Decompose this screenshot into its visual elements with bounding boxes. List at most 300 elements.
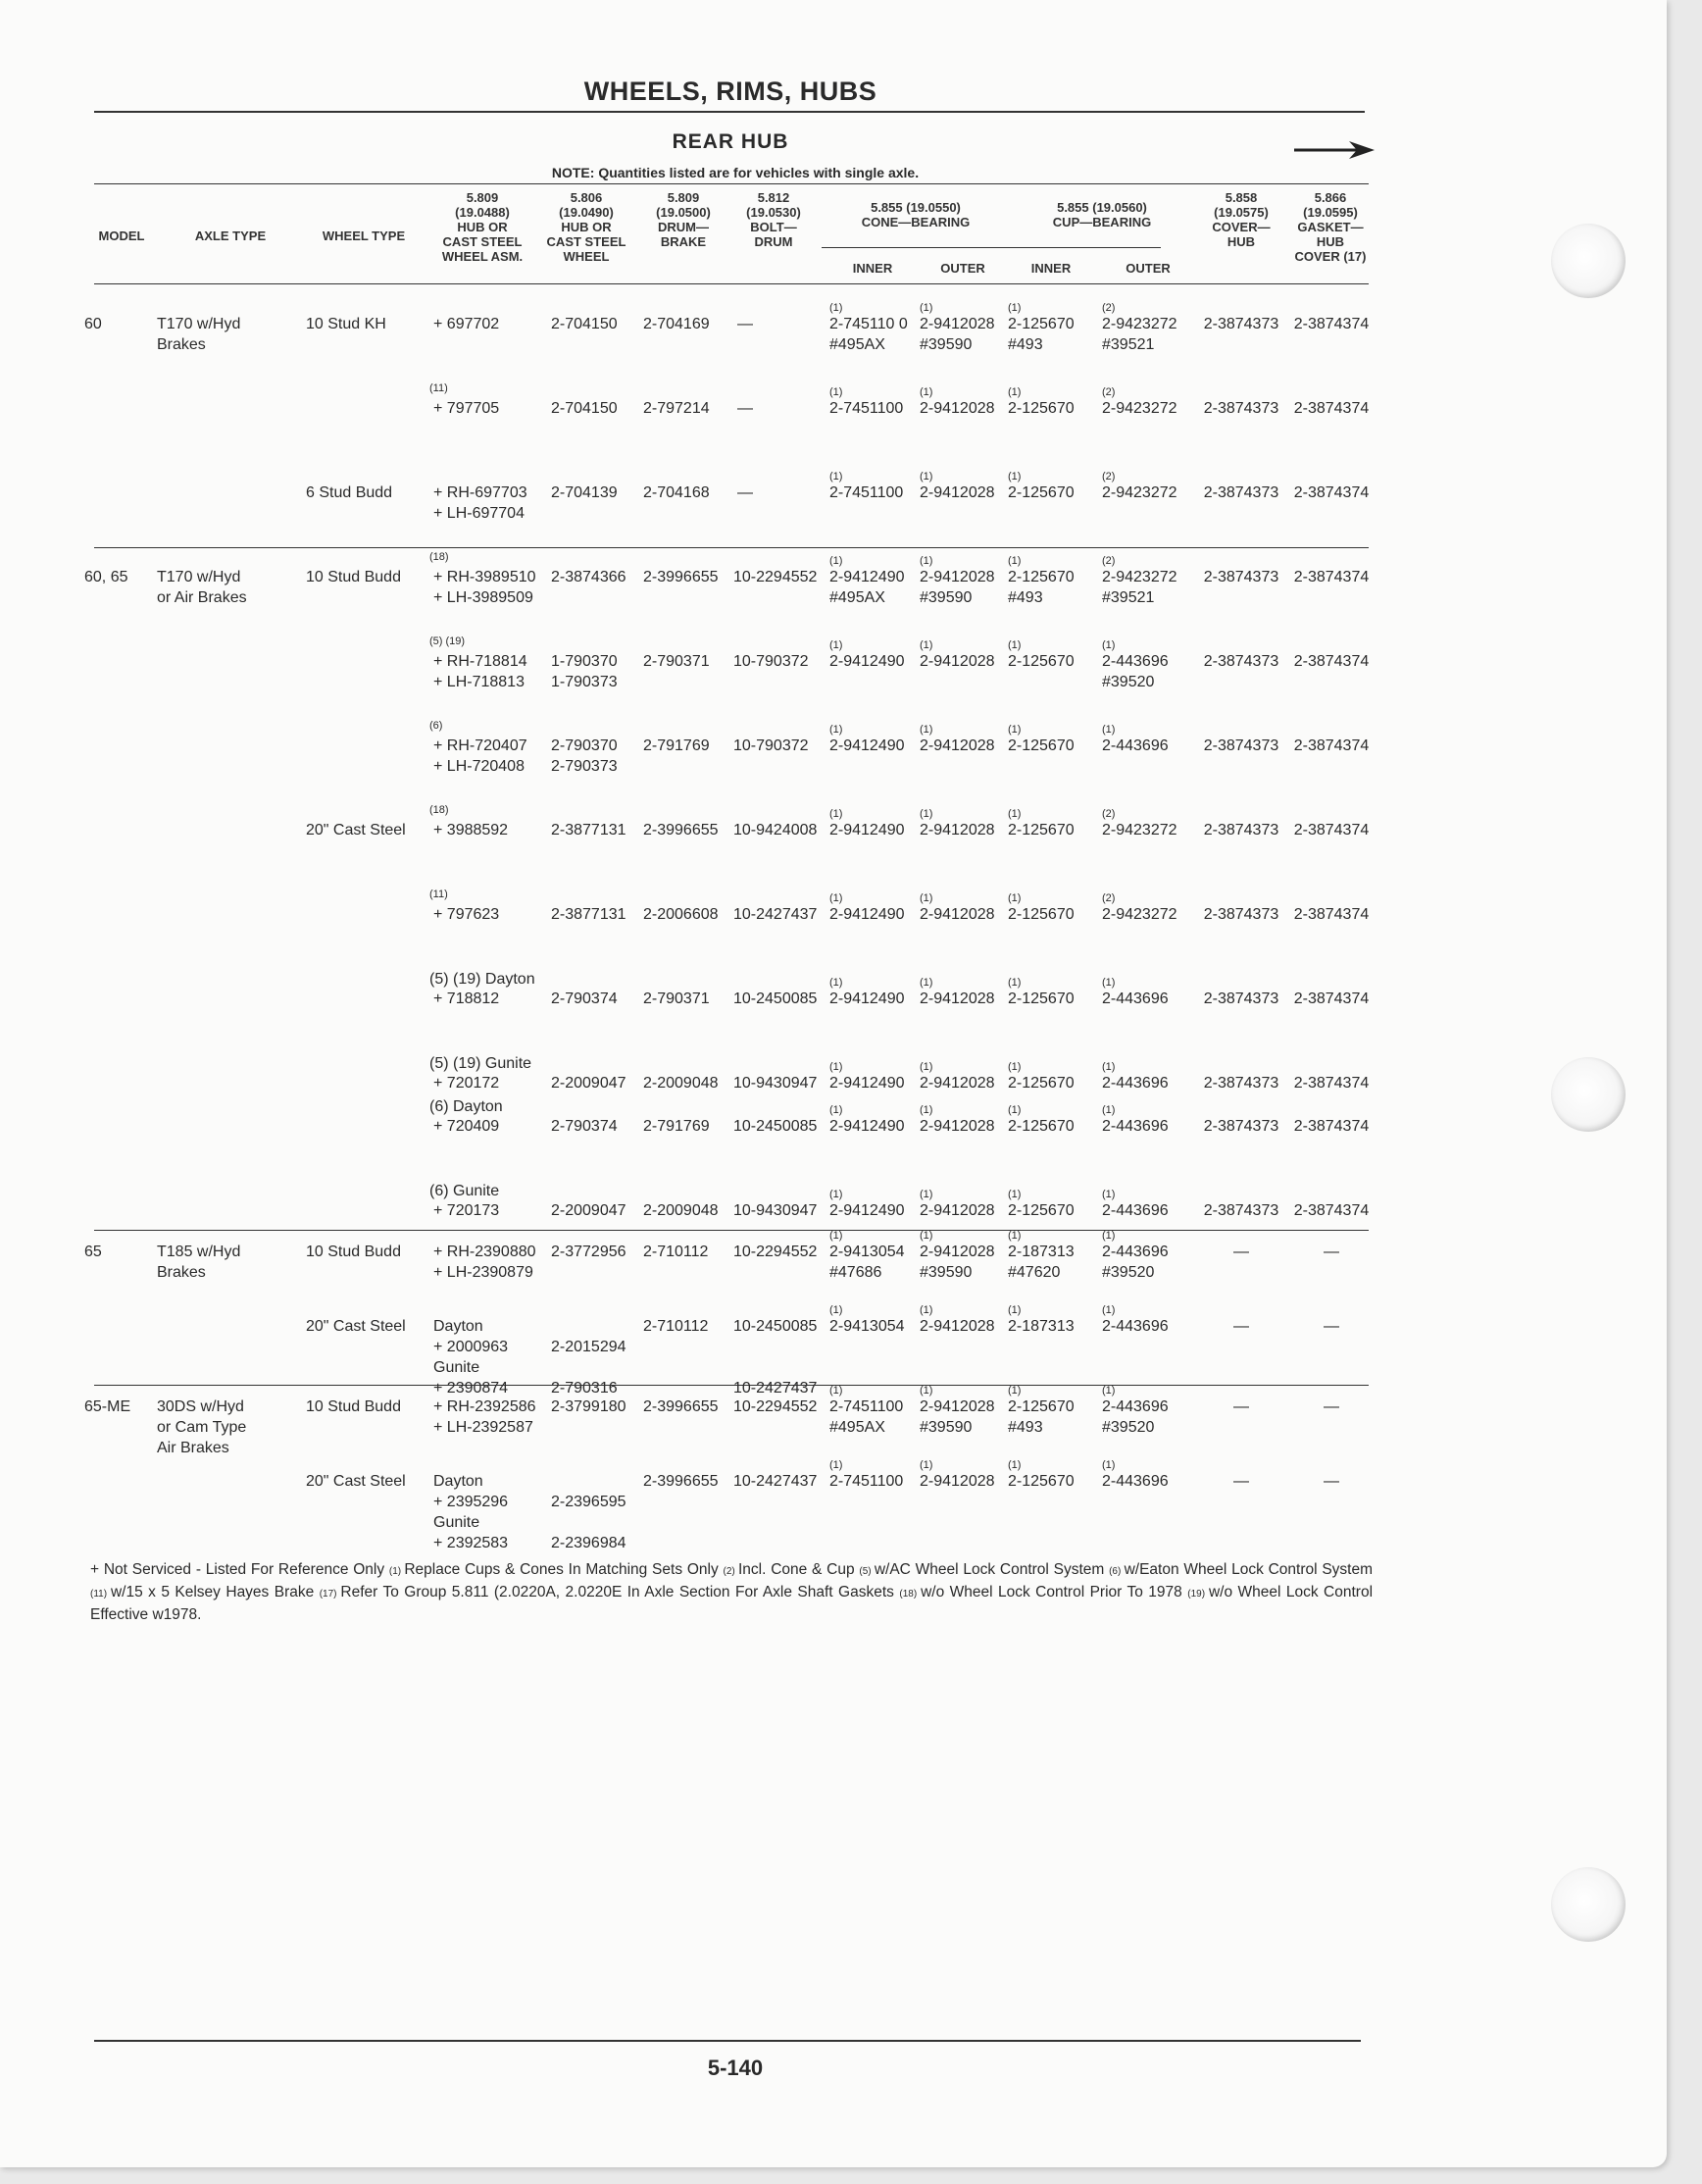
drum-part-cell: 2-3996655 [643, 822, 719, 838]
hub-part-cell: + 720173 [433, 1202, 500, 1219]
bearing-part-cell: 2-9413054 [829, 1244, 905, 1260]
bearing-part-cell: 2-9412490 [829, 906, 905, 923]
bearing-part-cell: 2-9412028 [920, 990, 995, 1007]
title-rule [94, 111, 1365, 113]
binder-hole-top [1551, 224, 1626, 298]
hub-wheel-part-cell: 2-790316 [551, 1380, 618, 1397]
bearing-part-cell: 2-443696 [1102, 1202, 1169, 1219]
axle-type-cell: Brakes [157, 336, 206, 353]
bearing-footnote-ref: (1) [829, 386, 843, 398]
hub-part-cell: Dayton [433, 1473, 483, 1490]
bearing-part-cell: 2-9412028 [920, 1318, 995, 1335]
hub-part-cell: + RH-718814 [433, 653, 527, 670]
hub-part-cell: Gunite [433, 1514, 480, 1531]
bearing-footnote-ref: (1) [1008, 386, 1022, 398]
header-bolt: 5.812 (19.0530) BOLT— DRUM [746, 190, 801, 249]
hub-wheel-part-cell: 1-790373 [551, 674, 618, 690]
header-cone-inner: INNER [852, 261, 893, 276]
drum-part-cell: 2-704169 [643, 316, 710, 332]
hub-part-cell: + LH-697704 [433, 505, 525, 522]
axle-type-cell: Air Brakes [157, 1440, 229, 1456]
model-cell: 65 [84, 1244, 102, 1260]
wheel-type-cell: 10 Stud Budd [306, 1244, 401, 1260]
cover-part-cell: 2-3874373 [1203, 1202, 1279, 1219]
bearing-part-cell: 2-745110 0 [829, 316, 908, 332]
hub-part-cell: + RH-697703 [433, 484, 527, 501]
hub-wheel-part-cell: 2-790373 [551, 758, 618, 775]
hub-wheel-part-cell: 2-3877131 [551, 906, 626, 923]
bearing-footnote-ref: (2) [1102, 302, 1116, 314]
bearing-footnote-ref: (1) [1008, 1189, 1022, 1200]
bearing-part-cell: 2-9412490 [829, 1075, 905, 1092]
hub-footnote-ref: (11) [429, 889, 448, 900]
bearing-part-cell: 2-125670 [1008, 1398, 1075, 1415]
continued-arrow-icon [1294, 139, 1375, 161]
bearing-footnote-ref: (1) [1008, 1459, 1022, 1471]
hub-footnote-ref: (6) Gunite [429, 1183, 500, 1199]
hub-part-cell: + 718812 [433, 990, 500, 1007]
header-model: MODEL [98, 229, 145, 243]
bearing-footnote-ref: (1) [920, 1104, 933, 1116]
hub-part-cell: + LH-3989509 [433, 589, 533, 606]
gasket-part-cell: 2-3874374 [1293, 906, 1370, 923]
drum-part-cell: 2-790371 [643, 990, 710, 1007]
bearing-part-cell: 2-125670 [1008, 990, 1075, 1007]
bearing-part-cell: 2-9412490 [829, 990, 905, 1007]
bearing-part-cell: #493 [1008, 336, 1043, 353]
bearing-footnote-ref: (2) [1102, 386, 1116, 398]
bearing-footnote-ref: (1) [829, 555, 843, 567]
wheel-type-cell: 6 Stud Budd [306, 484, 393, 501]
header-hub-wheel: 5.806 (19.0490) HUB OR CAST STEEL WHEEL [546, 190, 626, 264]
cover-part-cell: — [1233, 1244, 1249, 1260]
wheel-type-cell: 10 Stud Budd [306, 569, 401, 585]
hub-footnote-ref: (5) (19) Dayton [429, 971, 535, 988]
bearing-part-cell: #39590 [920, 336, 973, 353]
bearing-footnote-ref: (1) [829, 1385, 843, 1397]
bearing-part-cell: 2-9423272 [1102, 569, 1177, 585]
axle-type-cell: Brakes [157, 1264, 206, 1281]
cover-part-cell: 2-3874373 [1203, 400, 1279, 417]
bearing-footnote-ref: (1) [920, 471, 933, 483]
bearing-part-cell: 2-9412028 [920, 1075, 995, 1092]
bearing-footnote-ref: (1) [1008, 1061, 1022, 1073]
cover-part-cell: — [1233, 1473, 1249, 1490]
hub-part-cell: + 2392583 [433, 1535, 509, 1551]
hub-wheel-part-cell: 2-3877131 [551, 822, 626, 838]
bolt-part-cell: 10-2427437 [733, 906, 818, 923]
footnote: (2) Incl. Cone & Cup [723, 1561, 855, 1578]
group-divider [94, 1230, 1369, 1231]
bolt-part-cell: 10-2450085 [733, 990, 818, 1007]
gasket-part-cell: 2-3874374 [1293, 1118, 1370, 1135]
header-axle-type: AXLE TYPE [194, 229, 267, 243]
hub-part-cell: + LH-2390879 [433, 1264, 533, 1281]
hub-wheel-part-cell: 2-790374 [551, 1118, 618, 1135]
hub-part-cell: + 797705 [433, 400, 500, 417]
header-cup-bearing: 5.855 (19.0560) CUP—BEARING [1052, 200, 1152, 229]
bearing-footnote-ref: (2) [1102, 808, 1116, 820]
bearing-footnote-ref: (1) [920, 1189, 933, 1200]
bearing-part-cell: 2-443696 [1102, 1118, 1169, 1135]
bearing-part-cell: 2-125670 [1008, 316, 1075, 332]
bearing-footnote-ref: (1) [1008, 1304, 1022, 1316]
bolt-part-cell: — [737, 400, 753, 417]
header-cone-bearing: 5.855 (19.0550) CONE—BEARING [861, 200, 971, 229]
bearing-part-cell: 2-9412028 [920, 316, 995, 332]
gasket-part-cell: — [1324, 1244, 1339, 1260]
bearing-part-cell: #493 [1008, 1419, 1043, 1436]
bearing-part-cell: 2-9412028 [920, 653, 995, 670]
bearing-footnote-ref: (1) [1008, 1104, 1022, 1116]
bearing-part-cell: #495AX [829, 1419, 885, 1436]
bearing-footnote-ref: (1) [829, 302, 843, 314]
hub-part-cell: + 720409 [433, 1118, 500, 1135]
footnote: (17) Refer To Group 5.811 (2.0220A, 2.0220E In Axle Section For Axle Shaft Gaskets [319, 1584, 894, 1600]
wheel-type-cell: 20" Cast Steel [306, 1318, 406, 1335]
bearing-footnote-ref: (1) [920, 1459, 933, 1471]
bearing-footnote-ref: (1) [920, 808, 933, 820]
axle-type-cell: T170 w/Hyd [157, 569, 241, 585]
bearing-part-cell: #495AX [829, 589, 885, 606]
bearing-part-cell: 2-443696 [1102, 1473, 1169, 1490]
hub-part-cell: Gunite [433, 1359, 480, 1376]
hub-part-cell: + RH-720407 [433, 737, 527, 754]
bearing-part-cell: 2-7451100 [829, 400, 904, 417]
gasket-part-cell: 2-3874374 [1293, 400, 1370, 417]
bearing-part-cell: 2-9412028 [920, 484, 995, 501]
cover-part-cell: 2-3874373 [1203, 569, 1279, 585]
hub-footnote-ref: (6) Dayton [429, 1098, 503, 1115]
bearing-part-cell: #39520 [1102, 1264, 1155, 1281]
bearing-part-cell: 2-9423272 [1102, 822, 1177, 838]
model-cell: 60 [84, 316, 102, 332]
hub-footnote-ref: (18) [429, 551, 449, 563]
bearing-footnote-ref: (1) [1102, 1104, 1116, 1116]
header-cup-outer: OUTER [1126, 261, 1171, 276]
wheel-type-cell: 20" Cast Steel [306, 1473, 406, 1490]
bearing-footnote-ref: (1) [1008, 977, 1022, 989]
hub-wheel-part-cell: 2-2396595 [551, 1494, 626, 1510]
bearing-part-cell: #495AX [829, 336, 885, 353]
bolt-part-cell: 10-9430947 [733, 1202, 818, 1219]
hub-footnote-ref: (5) (19) [429, 635, 466, 647]
bearing-part-cell: #39590 [920, 1419, 973, 1436]
cover-part-cell: 2-3874373 [1203, 1118, 1279, 1135]
hub-wheel-part-cell: 2-2396984 [551, 1535, 626, 1551]
drum-part-cell: 2-3996655 [643, 569, 719, 585]
gasket-part-cell: 2-3874374 [1293, 569, 1370, 585]
hub-part-cell: + 3988592 [433, 822, 509, 838]
bearing-footnote-ref: (1) [920, 1304, 933, 1316]
bearing-part-cell: 2-9412490 [829, 1118, 905, 1135]
bearing-part-cell: 2-9423272 [1102, 484, 1177, 501]
bearing-part-cell: 2-9412028 [920, 569, 995, 585]
hub-part-cell: + 797623 [433, 906, 500, 923]
bearing-footnote-ref: (1) [1102, 1189, 1116, 1200]
bearing-part-cell: 2-125670 [1008, 822, 1075, 838]
bearing-footnote-ref: (1) [1102, 1230, 1116, 1242]
hub-part-cell: + 2395296 [433, 1494, 509, 1510]
bearing-part-cell: 2-125670 [1008, 737, 1075, 754]
hub-footnote-ref: (5) (19) Gunite [429, 1055, 532, 1072]
group-divider [94, 547, 1369, 548]
bearing-footnote-ref: (1) [920, 555, 933, 567]
gasket-part-cell: 2-3874374 [1293, 653, 1370, 670]
bearing-footnote-ref: (1) [1008, 892, 1022, 904]
bearing-part-cell: 2-125670 [1008, 400, 1075, 417]
footnotes [90, 1559, 1373, 1625]
bearing-part-cell: #493 [1008, 589, 1043, 606]
bearing-part-cell: 2-443696 [1102, 990, 1169, 1007]
bearing-footnote-ref: (1) [920, 724, 933, 736]
bolt-part-cell: 10-9430947 [733, 1075, 818, 1092]
bearing-part-cell: 2-9412028 [920, 822, 995, 838]
header-cone-outer: OUTER [940, 261, 985, 276]
bearing-footnote-ref: (1) [1102, 977, 1116, 989]
bearing-footnote-ref: (1) [920, 386, 933, 398]
group-divider [94, 1385, 1369, 1386]
hub-wheel-part-cell: 2-3799180 [551, 1398, 626, 1415]
hub-wheel-part-cell: 2-790374 [551, 990, 618, 1007]
bearing-part-cell: #39590 [920, 1264, 973, 1281]
bearing-footnote-ref: (1) [920, 892, 933, 904]
quantity-note: NOTE: Quantities listed are for vehicles with single axle. [551, 165, 920, 180]
bearing-footnote-ref: (1) [1102, 639, 1116, 651]
drum-part-cell: 2-710112 [643, 1318, 709, 1335]
axle-type-cell: or Air Brakes [157, 589, 247, 606]
bearing-part-cell: 2-9412490 [829, 737, 905, 754]
footnote: (1) Replace Cups & Cones In Matching Sets Only [388, 1561, 719, 1578]
bolt-part-cell: 10-2450085 [733, 1118, 818, 1135]
bearing-part-cell: #47620 [1008, 1264, 1061, 1281]
model-cell: 65-ME [84, 1398, 131, 1415]
bearing-footnote-ref: (1) [920, 302, 933, 314]
footer-rule [94, 2040, 1361, 2042]
bearing-part-cell: 2-125670 [1008, 906, 1075, 923]
drum-part-cell: 2-3996655 [643, 1473, 719, 1490]
bearing-footnote-ref: (1) [829, 1061, 843, 1073]
bearing-footnote-ref: (1) [1102, 1385, 1116, 1397]
bearing-footnote-ref: (1) [829, 639, 843, 651]
drum-part-cell: 2-704168 [643, 484, 710, 501]
hub-part-cell: Dayton [433, 1318, 483, 1335]
bearing-part-cell: 2-9412490 [829, 569, 905, 585]
drum-part-cell: 2-3996655 [643, 1398, 719, 1415]
cover-part-cell: 2-3874373 [1203, 1075, 1279, 1092]
bearing-part-cell: 2-9412490 [829, 1202, 905, 1219]
bearing-part-cell: #39521 [1102, 336, 1155, 353]
bearing-part-cell: 2-443696 [1102, 1075, 1169, 1092]
hub-wheel-part-cell: 2-2009047 [551, 1075, 626, 1092]
drum-part-cell: 2-2009048 [643, 1075, 719, 1092]
hub-part-cell: + 2390874 [433, 1380, 509, 1397]
bearing-part-cell: 2-125670 [1008, 653, 1075, 670]
wheel-type-cell: 10 Stud Budd [306, 1398, 401, 1415]
header-hub-asm: 5.809 (19.0488) HUB OR CAST STEEL WHEEL ASM. [441, 190, 524, 264]
hub-part-cell: + 720172 [433, 1075, 500, 1092]
bearing-footnote-ref: (1) [1008, 808, 1022, 820]
cover-part-cell: 2-3874373 [1203, 316, 1279, 332]
gasket-part-cell: 2-3874374 [1293, 1075, 1370, 1092]
bolt-part-cell: — [737, 316, 753, 332]
gasket-part-cell: — [1324, 1398, 1339, 1415]
bearing-part-cell: 2-443696 [1102, 1398, 1169, 1415]
bolt-part-cell: 10-2294552 [733, 1244, 818, 1260]
cover-part-cell: 2-3874373 [1203, 906, 1279, 923]
bearing-part-cell: #39590 [920, 589, 973, 606]
section-title: REAR HUB [672, 130, 789, 153]
hub-part-cell: + RH-2392586 [433, 1398, 536, 1415]
bearing-part-cell: 2-125670 [1008, 1473, 1075, 1490]
bearing-part-cell: #47686 [829, 1264, 882, 1281]
bearing-footnote-ref: (1) [920, 1061, 933, 1073]
bearing-part-cell: 2-125670 [1008, 1118, 1075, 1135]
gasket-part-cell: 2-3874374 [1293, 737, 1370, 754]
bearing-part-cell: 2-443696 [1102, 1244, 1169, 1260]
bearing-part-cell: 2-9412028 [920, 737, 995, 754]
bolt-part-cell: 10-790372 [733, 737, 809, 754]
bearing-footnote-ref: (1) [1102, 1304, 1116, 1316]
bolt-part-cell: 10-2427437 [733, 1473, 818, 1490]
bearing-footnote-ref: (1) [829, 1189, 843, 1200]
hub-wheel-part-cell: 1-790370 [551, 653, 618, 670]
header-top-rule [94, 183, 1369, 184]
bearing-footnote-ref: (1) [1102, 724, 1116, 736]
bearing-part-cell: #39521 [1102, 589, 1155, 606]
bearing-part-cell: 2-9412490 [829, 822, 905, 838]
bearing-footnote-ref: (2) [1102, 555, 1116, 567]
bolt-part-cell: 10-9424008 [733, 822, 818, 838]
bearing-footnote-ref: (1) [1102, 1459, 1116, 1471]
header-cup-inner: INNER [1030, 261, 1072, 276]
bearing-part-cell: 2-9412028 [920, 1398, 995, 1415]
bearing-footnote-ref: (1) [1008, 639, 1022, 651]
gasket-part-cell: — [1324, 1318, 1339, 1335]
hub-wheel-part-cell: 2-3772956 [551, 1244, 626, 1260]
bolt-part-cell: 10-2294552 [733, 569, 818, 585]
hub-footnote-ref: (6) [429, 720, 443, 732]
binder-hole-middle [1551, 1057, 1626, 1132]
cover-part-cell: 2-3874373 [1203, 990, 1279, 1007]
bearing-footnote-ref: (1) [1008, 555, 1022, 567]
bearing-part-cell: #39520 [1102, 1419, 1155, 1436]
axle-type-cell: T185 w/Hyd [157, 1244, 241, 1260]
header-drum: 5.809 (19.0500) DRUM— BRAKE [656, 190, 711, 249]
drum-part-cell: 2-2006608 [643, 906, 719, 923]
gasket-part-cell: 2-3874374 [1293, 822, 1370, 838]
footnote: (6) w/Eaton Wheel Lock Control System [1109, 1561, 1374, 1578]
hub-part-cell: + 697702 [433, 316, 500, 332]
hub-part-cell: + 2000963 [433, 1339, 509, 1355]
bearing-part-cell: 2-9423272 [1102, 400, 1177, 417]
bolt-part-cell: 10-2427437 [733, 1380, 818, 1397]
footnote: (19) w/o Wheel Lock Control Effective w1978. [90, 1584, 1374, 1623]
drum-part-cell: 2-791769 [643, 1118, 710, 1135]
bearing-part-cell: 2-9423272 [1102, 316, 1177, 332]
bolt-part-cell: 10-790372 [733, 653, 809, 670]
bearing-footnote-ref: (1) [920, 1230, 933, 1242]
bearing-footnote-ref: (2) [1102, 892, 1116, 904]
bearing-part-cell: 2-7451100 [829, 1398, 904, 1415]
bearing-footnote-ref: (1) [1008, 1230, 1022, 1242]
gasket-part-cell: 2-3874374 [1293, 990, 1370, 1007]
bearing-footnote-ref: (2) [1102, 471, 1116, 483]
bearing-part-cell: 2-187313 [1008, 1318, 1075, 1335]
bolt-part-cell: 10-2294552 [733, 1398, 818, 1415]
hub-wheel-part-cell: 2-790370 [551, 737, 618, 754]
bearing-footnote-ref: (1) [829, 1304, 843, 1316]
gasket-part-cell: 2-3874374 [1293, 484, 1370, 501]
bearing-part-cell: 2-125670 [1008, 1075, 1075, 1092]
bearing-part-cell: 2-125670 [1008, 569, 1075, 585]
bearing-footnote-ref: (1) [829, 471, 843, 483]
bearing-part-cell: 2-9412028 [920, 906, 995, 923]
bearing-part-cell: 2-9423272 [1102, 906, 1177, 923]
cover-part-cell: 2-3874373 [1203, 653, 1279, 670]
bearing-footnote-ref: (1) [829, 1459, 843, 1471]
hub-wheel-part-cell: 2-704150 [551, 400, 618, 417]
wheel-type-cell: 10 Stud KH [306, 316, 386, 332]
cover-part-cell: 2-3874373 [1203, 822, 1279, 838]
bolt-part-cell: — [737, 484, 753, 501]
bearing-footnote-ref: (1) [1008, 471, 1022, 483]
page-title: WHEELS, RIMS, HUBS [583, 76, 877, 106]
hub-wheel-part-cell: 2-704139 [551, 484, 618, 501]
bearing-footnote-ref: (1) [1008, 302, 1022, 314]
page-number: 5-140 [707, 2056, 764, 2080]
hub-wheel-part-cell: 2-2015294 [551, 1339, 626, 1355]
cover-part-cell: — [1233, 1398, 1249, 1415]
drum-part-cell: 2-797214 [643, 400, 710, 417]
bearing-footnote-ref: (1) [920, 1385, 933, 1397]
bearing-footnote-ref: (1) [920, 977, 933, 989]
bearing-part-cell: 2-7451100 [829, 1473, 904, 1490]
cover-part-cell: — [1233, 1318, 1249, 1335]
bearing-part-cell: 2-9413054 [829, 1318, 905, 1335]
footnote: (18) w/o Wheel Lock Control Prior To 1978 [899, 1584, 1182, 1600]
hub-wheel-part-cell: 2-3874366 [551, 569, 626, 585]
hub-wheel-part-cell: 2-2009047 [551, 1202, 626, 1219]
bearing-part-cell: 2-125670 [1008, 484, 1075, 501]
header-gasket: 5.866 (19.0595) GASKET— HUB COVER (17) [1294, 190, 1367, 264]
bearing-part-cell: 2-9412028 [920, 1244, 995, 1260]
axle-type-cell: T170 w/Hyd [157, 316, 241, 332]
header-bottom-rule [94, 283, 1369, 284]
header-wheel-type: WHEEL TYPE [322, 229, 406, 243]
bearing-part-cell: 2-9412028 [920, 1202, 995, 1219]
hub-part-cell: + LH-718813 [433, 674, 525, 690]
bearing-part-cell: 2-443696 [1102, 737, 1169, 754]
bearing-part-cell: 2-9412490 [829, 653, 905, 670]
drum-part-cell: 2-710112 [643, 1244, 709, 1260]
hub-part-cell: + RH-2390880 [433, 1244, 536, 1260]
binder-hole-bottom [1551, 1867, 1626, 1942]
drum-part-cell: 2-790371 [643, 653, 710, 670]
bearing-part-cell: 2-443696 [1102, 653, 1169, 670]
gasket-part-cell: 2-3874374 [1293, 316, 1370, 332]
bearing-part-cell: 2-7451100 [829, 484, 904, 501]
bearing-part-cell: 2-9412028 [920, 400, 995, 417]
hub-footnote-ref: (11) [429, 382, 448, 394]
bearing-footnote-ref: (1) [829, 808, 843, 820]
hub-part-cell: + LH-2392587 [433, 1419, 533, 1436]
cover-part-cell: 2-3874373 [1203, 484, 1279, 501]
hub-part-cell: + RH-3989510 [433, 569, 536, 585]
bearing-part-cell: #39520 [1102, 674, 1155, 690]
bearing-footnote-ref: (1) [920, 639, 933, 651]
bearing-footnote-ref: (1) [829, 724, 843, 736]
